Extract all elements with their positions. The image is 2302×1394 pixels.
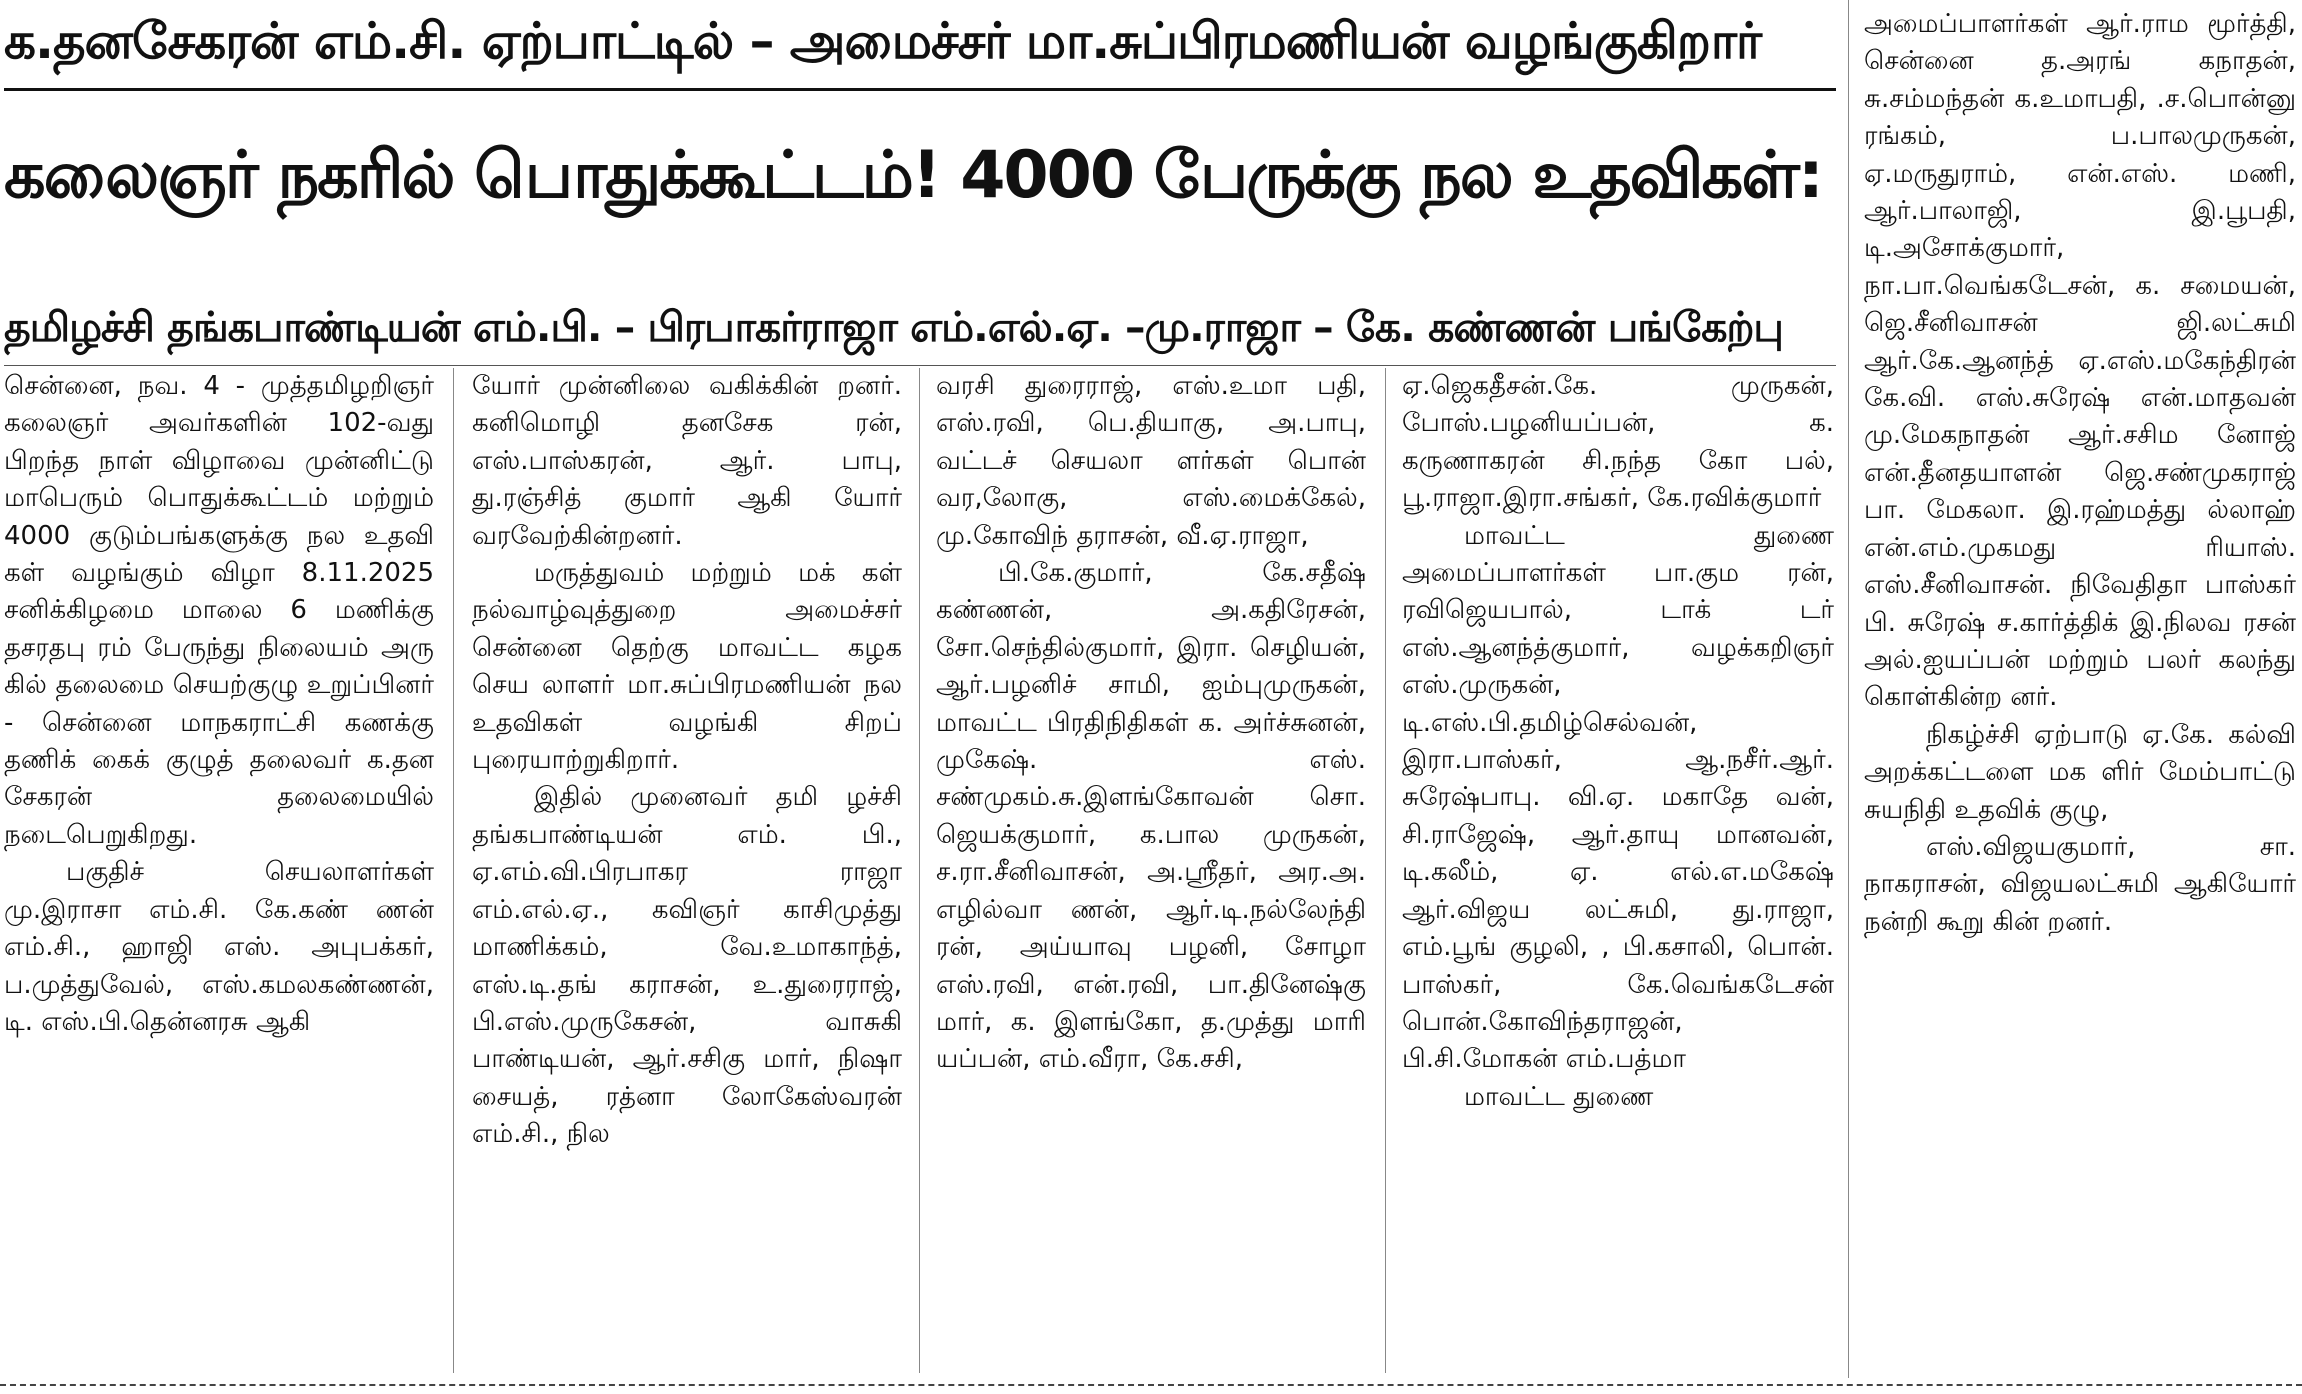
article-column-1 [4, 368, 434, 1373]
subheadline: தமிழச்சி தங்கபாண்டியன் எம்.பி. – பிரபாகர்ராஜா எம்.எல்.ஏ. –மு.ராஜா – கே. கண்ணன் பங்கேற்பு [4, 303, 1783, 351]
paragraph: மாவட்ட துணை [1464, 1081, 1654, 1112]
article-column-2 [472, 368, 902, 1373]
column-divider [919, 368, 920, 1373]
main-headline: கலைஞர் நகரில் பொதுக்கூட்டம்! 4000 பேருக்கு நல உதவிகள்: [4, 138, 1822, 213]
paragraph: யோர் முன்னிலை வகிக்கின் றனர். கனிமொழி தனசேக ரன், எஸ்.பாஸ்கரன், ஆர். பாபு, து.ரஞ்சித் குமார் ஆகி யோர் வரவேற்கின்றனர். [472, 371, 902, 551]
article-column-4 [1402, 368, 1834, 1373]
paragraph: மருத்துவம் மற்றும் மக் கள் நல்வாழ்வுத்துறை அமைச்சர் சென்னை தெற்கு மாவட்ட கழக செய லாளர் மா.சுப்பிரமணியன் நல உதவிகள் வழங்கி சிறப் புரையாற்றுகிறார். [472, 558, 902, 776]
paragraph: எஸ்.விஜயகுமார், சா. நாகராசன், விஜயலட்சுமி ஆகியோர் நன்றி கூறு கின் றனர். [1864, 831, 2296, 937]
kicker-headline: க.தனசேகரன் எம்.சி. ஏற்பாட்டில் – அமைச்சர் மா.சுப்பிரமணியன் வழங்குகிறார் [4, 12, 1762, 70]
paragraph: அமைப்பாளர்கள் ஆர்.ராம மூர்த்தி, சென்னை த.அரங் கநாதன், சு.சம்மந்தன் க.உமாபதி, .ச.பொன்னு ரங்கம், ப.பாலமுருகன், ஏ.மருதுராம், என்.எஸ். மணி, ஆர்.பாலாஜி, இ.பூபதி, டி.அசோக்குமார், நா.பா.வெங்கடேசன், க. சமையன், ஜெ.சீனிவாசன் ஜி.லட்சுமி ஆர்.கே.ஆனந்த் ஏ.எஸ்.மகேந்திரன் கே.வி. எஸ்.சுரேஷ் என்.மாதவன் மு.மேகநாதன் ஆர்.சசிம னோஜ் என்.தீனதயாளன் ஜெ.சண்முகராஜ் பா. மேகலா. இ.ரஹ்மத்து ல்லாஹ் என்.எம்.முகமது ரியாஸ். எஸ்.சீனிவாசன். நிவேதிதா பாஸ்கர் பி. சுரேஷ் ச.கார்த்திக் இ.நிலவ ரசன் அல்.ஐயப்பன் மற்றும் பலர் கலந்து கொள்கின்ற னர். [1864, 9, 2296, 713]
paragraph: பி.கே.குமார், கே.சதீஷ் கண்ணன், அ.கதிரேசன், சோ.செந்தில்குமார், இரா. செழியன், ஆர்.பழனிச் சாமி, ஐம்புமுருகன், மாவட்ட பிரதிநிதிகள் க. அர்ச்சுனன், முகேஷ். எஸ். சண்முகம்.சு.இளங்கோவன் சொ. ஜெயக்குமார், க.பால முருகன், ச.ரா.சீனிவாசன், அ.ஸ்ரீதர், அர.அ. எழில்வா ணன், ஆர்.டி.நல்லேந்தி ரன், அய்யாவு பழனி, சோழா எஸ்.ரவி, என்.ரவி, பா.தினேஷ்கு மார், க. இளங்கோ, த.முத்து மாரி யப்பன், எம்.வீரா, கே.சசி, [936, 558, 1366, 1075]
article-column-5 [1864, 6, 2296, 1376]
paragraph: வரசி துரைராஜ், எஸ்.உமா பதி, எஸ்.ரவி, பெ.தியாகு, அ.பாபு, வட்டச் செயலா ளர்கள் பொன் வர,லோகு, எஸ்.மைக்கேல், மு.கோவிந் தராசன், வீ.ஏ.ராஜா, [936, 371, 1366, 551]
column-divider [1848, 0, 1849, 1378]
dashed-cut-line [0, 1384, 2302, 1386]
column-divider [453, 368, 454, 1373]
paragraph: மாவட்ட துணை அமைப்பாளர்கள் பா.கும ரன், ரவிஜெயபால், டாக் டர் எஸ்.ஆனந்த்குமார், வழக்கறிஞர் எஸ்.முருகன், டி.எஸ்.பி.தமிழ்செல்வன், இரா.பாஸ்கர், ஆ.நசீர்.ஆர். சுரேஷ்பாபு. வி.ஏ. மகாதே வன், சி.ராஜேஷ், ஆர்.தாயு மானவன், டி.கலீம், ஏ. எல்.எ.மகேஷ் ஆர்.விஜய லட்சுமி, து.ராஜா, எம்.பூங் குழலி, , பி.கசாலி, பொன். பாஸ்கர், கே.வெங்கடேசன் பொன்.கோவிந்தராஜன், பி.சி.மோகன் எம்.பத்மா [1402, 520, 1834, 1075]
paragraph: ஏ.ஜெகதீசன்.கே. முருகன், போஸ்.பழனியப்பன், க. கருணாகரன் சி.நந்த கோ பல், பூ.ராஜா.இரா.சங்கர், கே.ரவிக்குமார் [1402, 371, 1834, 514]
paragraph: சென்னை, நவ. 4 - முத்தமிழறிஞர் கலைஞர் அவர்களின் 102-வது பிறந்த நாள் விழாவை முன்னிட்டு மாபெரும் பொதுக்கூட்டம் மற்றும் 4000 குடும்பங்களுக்கு நல உதவி கள் வழங்கும் விழா 8.11.2025 சனிக்கிழமை மாலை 6 மணிக்கு தசரதபு ரம் பேருந்து நிலையம் அரு கில் தலைமை செயற்குழு உறுப்பினர் - சென்னை மாநகராட்சி கணக்கு தணிக் கைக் குழுத் தலைவர் க.தன சேகரன் தலைமையில் நடைபெறுகிறது. [4, 371, 434, 850]
paragraph: பகுதிச் செயலாளர்கள் மு.இராசா எம்.சி. கே.கண் ணன் எம்.சி., ஹாஜி எஸ். அபுபக்கர், ப.முத்துவேல், எஸ்.கமலகண்ணன், டி. எஸ்.பி.தென்னரசு ஆகி [4, 857, 434, 1037]
column-divider [1385, 368, 1386, 1373]
paragraph: நிகழ்ச்சி ஏற்பாடு ஏ.கே. கல்வி அறக்கட்டளை மக ளிர் மேம்பாட்டு சுயநிதி உதவிக் குழு, [1864, 719, 2296, 825]
kicker-rule [4, 88, 1836, 91]
article-headline-block [4, 0, 1836, 1394]
subhead-rule [4, 365, 1836, 366]
article-column-3 [936, 368, 1366, 1373]
paragraph: இதில் முனைவர் தமி ழச்சி தங்கபாண்டியன் எம். பி., ஏ.எம்.வி.பிரபாகர ராஜா எம்.எல்.ஏ., கவிஞர் காசிமுத்து மாணிக்கம், வே.உமாகாந்த், எஸ்.டி.தங் கராசன், உ.துரைராஜ், பி.எஸ்.முருகேசன், வாசுகி பாண்டியன், ஆர்.சசிகு மார், நிஷா சையத், ரத்னா லோகேஸ்வரன் எம்.சி., நில [472, 782, 902, 1150]
